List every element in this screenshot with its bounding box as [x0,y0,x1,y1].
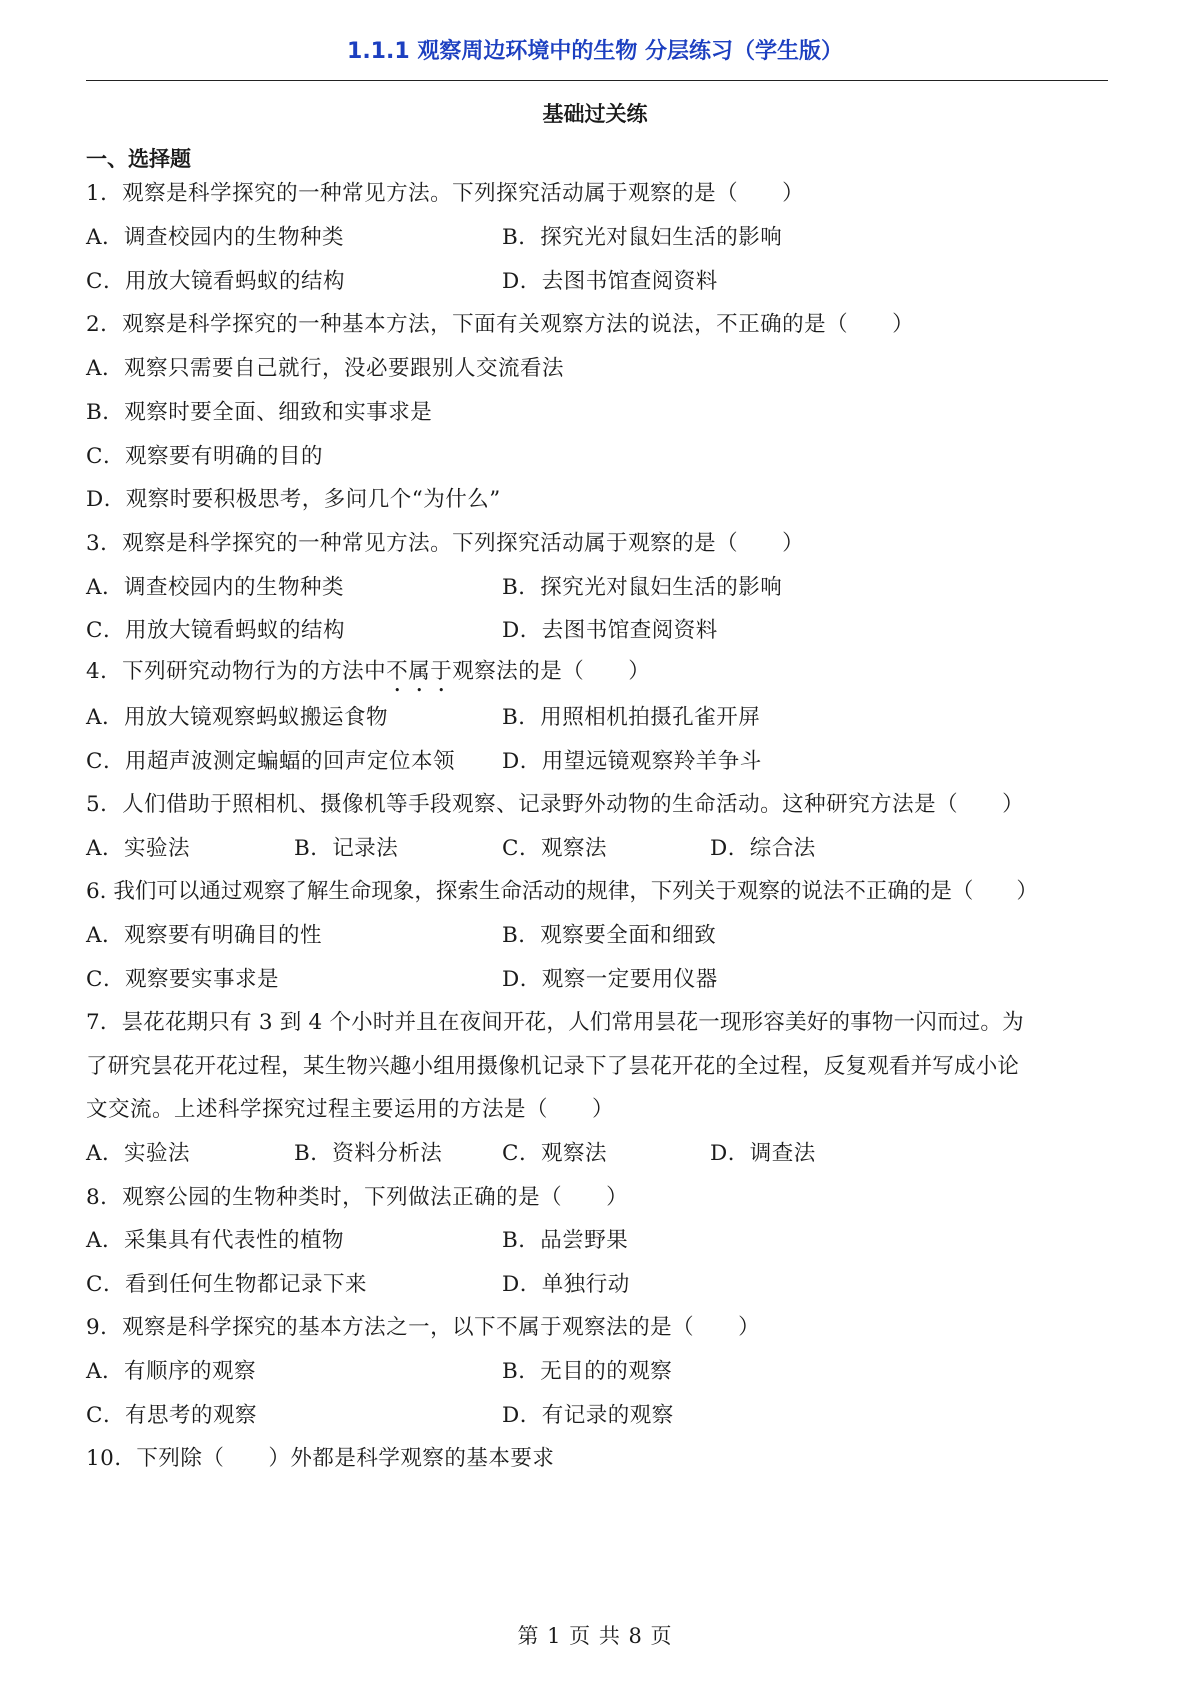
question-5-option-d: D．综合法 [710,836,816,861]
question-9-option-c: C．有思考的观察 [86,1403,257,1428]
question-6-option-a: A．观察要有明确目的性 [86,923,323,948]
question-3-option-a: A．调查校园内的生物种类 [86,575,345,600]
page-footer: 第 1 页 共 8 页 [517,1624,673,1648]
question-8-option-a: A．采集具有代表性的植物 [86,1228,345,1253]
question-2-option-c: C．观察要有明确的目的 [86,444,323,469]
question-10-stem: 10．下列除（ ）外都是科学观察的基本要求 [86,1446,555,1471]
question-4-option-c: C．用超声波测定蝙蝠的回声定位本领 [86,749,455,774]
question-6-option-d: D．观察一定要用仪器 [502,967,718,992]
question-2-option-a: A．观察只需要自己就行，没必要跟别人交流看法 [86,356,565,381]
question-5-option-a: A．实验法 [86,836,191,861]
question-4-option-a: A．用放大镜观察蚂蚁搬运食物 [86,705,389,730]
question-8-option-d: D．单独行动 [502,1272,630,1297]
question-9-option-d: D．有记录的观察 [502,1403,674,1428]
question-2-stem: 2．观察是科学探究的一种基本方法，下面有关观察方法的说法，不正确的是（ ） [86,312,915,337]
header-divider [86,80,1108,81]
question-4-stem-emphasis: 不属于 [386,659,453,684]
question-7-stem-line-3: 文交流。上述科学探究过程主要运用的方法是（ ） [86,1097,615,1122]
question-8-option-b: B．品尝野果 [502,1228,629,1253]
question-8-stem: 8．观察公园的生物种类时，下列做法正确的是（ ） [86,1185,629,1210]
question-4-stem-before: 4．下列研究动物行为的方法中 [86,659,387,684]
question-6-stem: 6. 我们可以通过观察了解生命现象，探索生命活动的规律，下列关于观察的说法不正确的是（ ） [86,879,1038,904]
question-1-option-a: A．调查校园内的生物种类 [86,225,345,250]
question-3-stem: 3．观察是科学探究的一种常见方法。下列探究活动属于观察的是（ ） [86,531,805,556]
question-5-option-b: B．记录法 [294,836,399,861]
question-1-option-d: D．去图书馆查阅资料 [502,269,718,294]
question-7-stem-line-1: 7．昙花花期只有 3 到 4 个小时并且在夜间开花，人们常用昙花一现形容美好的事物一闪而过。为 [86,1010,1024,1035]
question-1-option-b: B．探究光对鼠妇生活的影响 [502,225,783,250]
question-6-option-c: C．观察要实事求是 [86,967,279,992]
question-4-option-b: B．用照相机拍摄孔雀开屏 [502,705,761,730]
question-5-stem: 5．人们借助于照相机、摄像机等手段观察、记录野外动物的生命活动。这种研究方法是（ ） [86,792,1025,817]
question-2-option-d: D．观察时要积极思考，多问几个“为什么” [86,487,501,512]
question-3-option-b: B．探究光对鼠妇生活的影响 [502,575,783,600]
question-8-option-c: C．看到任何生物都记录下来 [86,1272,367,1297]
question-7-option-b: B．资料分析法 [294,1141,443,1166]
question-5-option-c: C．观察法 [502,836,607,861]
question-4-option-d: D．用望远镜观察羚羊争斗 [502,749,762,774]
question-1-stem: 1．观察是科学探究的一种常见方法。下列探究活动属于观察的是（ ） [86,181,805,206]
question-7-stem-line-2: 了研究昙花开花过程，某生物兴趣小组用摄像机记录下了昙花开花的全过程，反复观看并写成小论 [86,1054,1020,1079]
question-9-option-a: A．有顺序的观察 [86,1359,257,1384]
question-4-stem [86,654,650,697]
question-6-option-b: B．观察要全面和细致 [502,923,717,948]
question-7-option-d: D．调查法 [710,1141,816,1166]
question-1-option-c: C．用放大镜看蚂蚁的结构 [86,269,345,294]
question-3-option-c: C．用放大镜看蚂蚁的结构 [86,618,345,643]
document-title: 1.1.1 观察周边环境中的生物 分层练习（学生版） [347,39,843,64]
part-title: 一、选择题 [86,147,191,171]
question-4-stem-after: 观察法的是（ ） [452,659,651,684]
question-7-option-a: A．实验法 [86,1141,191,1166]
section-title: 基础过关练 [542,102,648,126]
question-3-option-d: D．去图书馆查阅资料 [502,618,718,643]
question-2-option-b: B．观察时要全面、细致和实事求是 [86,400,433,425]
question-9-stem: 9．观察是科学探究的基本方法之一，以下不属于观察法的是（ ） [86,1315,761,1340]
question-9-option-b: B．无目的的观察 [502,1359,673,1384]
question-7-option-c: C．观察法 [502,1141,607,1166]
